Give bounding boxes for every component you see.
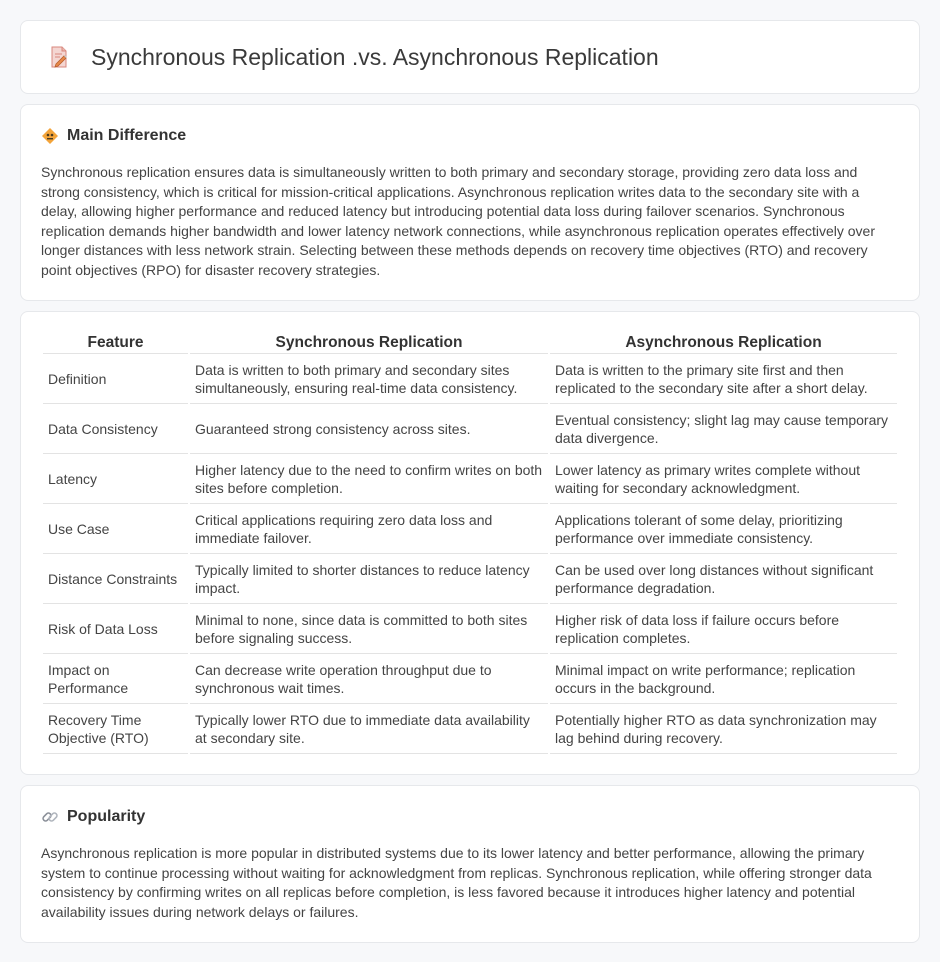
asynchronous-cell: Higher risk of data loss if failure occurs before replication completes. [550, 604, 897, 654]
table-row [43, 354, 897, 404]
main-difference-section [20, 104, 920, 301]
popularity-section [20, 785, 920, 943]
synchronous-cell: Minimal to none, since data is committed to both sites before signaling success. [190, 604, 548, 654]
synchronous-cell: Guaranteed strong consistency across sites. [190, 404, 548, 454]
document-pencil-icon [47, 45, 71, 69]
asynchronous-cell: Lower latency as primary writes complete without waiting for secondary acknowledgment. [550, 454, 897, 504]
feature-cell: Recovery Time Objective (RTO) [43, 704, 188, 754]
page-title: Synchronous Replication .vs. Asynchronous Replication [91, 43, 659, 70]
asynchronous-cell: Data is written to the primary site first and then replicated to the secondary site after a short delay. [550, 354, 897, 404]
feature-cell: Risk of Data Loss [43, 604, 188, 654]
table-row [43, 454, 897, 504]
table-row [43, 504, 897, 554]
feature-cell: Definition [43, 354, 188, 404]
feature-cell: Data Consistency [43, 404, 188, 454]
synchronous-cell: Typically lower RTO due to immediate data availability at secondary site. [190, 704, 548, 754]
popularity-header [41, 808, 899, 826]
diamond-warning-icon [41, 127, 59, 145]
table-row [43, 654, 897, 704]
asynchronous-cell: Eventual consistency; slight lag may cause temporary data divergence. [550, 404, 897, 454]
synchronous-cell: Typically limited to shorter distances to reduce latency impact. [190, 554, 548, 604]
asynchronous-cell: Applications tolerant of some delay, prioritizing performance over immediate consistency. [550, 504, 897, 554]
feature-cell: Impact on Performance [43, 654, 188, 704]
feature-cell: Use Case [43, 504, 188, 554]
table-header-row [43, 332, 897, 354]
main-difference-header [41, 127, 899, 145]
column-header-asynchronous: Asynchronous Replication [550, 332, 897, 354]
comparison-table [41, 332, 899, 754]
synchronous-cell: Data is written to both primary and secondary sites simultaneously, ensuring real-time data consistency. [190, 354, 548, 404]
table-row [43, 554, 897, 604]
asynchronous-cell: Potentially higher RTO as data synchronization may lag behind during recovery. [550, 704, 897, 754]
table-row [43, 404, 897, 454]
popularity-text: Asynchronous replication is more popular in distributed systems due to its lower latency and better performance, allowing the primary system to continue processing without waiting for acknowledgment from replicas. Synchronous replication, while offering stronger data consistency by confirming writes on all replicas before completion, is less favored because it introduces higher latency and potential availability issues during network delays or failures. [41, 845, 872, 920]
synchronous-cell: Can decrease write operation throughput due to synchronous wait times. [190, 654, 548, 704]
table-row [43, 704, 897, 754]
column-header-feature: Feature [43, 332, 188, 354]
asynchronous-cell: Minimal impact on write performance; replication occurs in the background. [550, 654, 897, 704]
popularity-title: Popularity [67, 808, 146, 825]
synchronous-cell: Higher latency due to the need to confirm writes on both sites before completion. [190, 454, 548, 504]
feature-cell: Latency [43, 454, 188, 504]
main-difference-text: Synchronous replication ensures data is simultaneously written to both primary and secondary storage, providing zero data loss and strong consistency, which is critical for mission-critical applications. Asynchronous replication writes data to the secondary site with a delay, allowing higher performance and reduced latency but introducing potential data loss during failover scenarios. Synchronous replication demands higher bandwidth and lower latency network connections, while asynchronous replication operates effectively over longer distances with less network strain. Selecting between these methods depends on recovery time objectives (RTO) and recovery point objectives (RPO) for disaster recovery strategies. [41, 164, 875, 278]
main-difference-title: Main Difference [67, 127, 187, 144]
asynchronous-cell: Can be used over long distances without significant performance degradation. [550, 554, 897, 604]
title-card [20, 20, 920, 94]
comparison-table-card [20, 311, 920, 775]
feature-cell: Distance Constraints [43, 554, 188, 604]
column-header-synchronous: Synchronous Replication [190, 332, 548, 354]
link-icon [41, 808, 59, 826]
synchronous-cell: Critical applications requiring zero data loss and immediate failover. [190, 504, 548, 554]
table-row [43, 604, 897, 654]
